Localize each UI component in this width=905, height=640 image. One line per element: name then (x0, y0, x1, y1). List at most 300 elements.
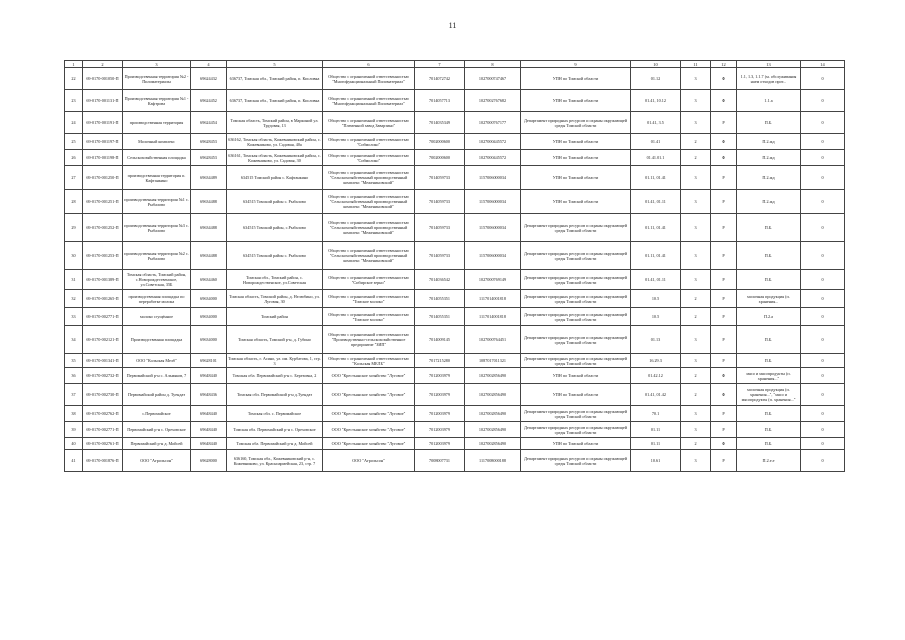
table-cell: 69-0170-001265-П (83, 290, 123, 308)
table-cell: УПН по Томской области (521, 190, 631, 214)
table-cell: производственная территория п. Кафтанкино (123, 166, 191, 190)
table-cell: 1117014001818 (465, 308, 521, 326)
column-header: 10 (631, 61, 681, 68)
table-row (65, 438, 845, 450)
table-cell: Общество с ограниченной ответственностью "Племенной завод Заварзино" (323, 112, 415, 134)
table-cell: 0 (801, 308, 845, 326)
table-cell: 634515 Томский район с. Кафтанкино (227, 166, 323, 190)
table-cell: 636160, Томская обл., Кожевниковский р-н, с. Кожевниково, ул. Красноармейская, 23, стр. 7 (227, 450, 323, 472)
table-cell: 7014036542 (415, 270, 465, 290)
table-cell: Молочный комплекс (123, 134, 191, 150)
table-cell: 1027000764451 (465, 326, 521, 354)
table-cell: 1087017011321 (465, 354, 521, 368)
table-cell: 1.1.а (737, 90, 801, 112)
table-cell: 1027000747467 (465, 68, 521, 90)
table-cell: Департамент природных ресурсов и охраны окружающей среды Томской области (521, 450, 631, 472)
table-cell: производственная площадка по переработке молока (123, 290, 191, 308)
table-cell: 0 (801, 112, 845, 134)
table-cell: УПН по Томской области (521, 384, 631, 406)
table-cell: 3 (681, 326, 711, 354)
table-cell: 69-0170-001191-П (83, 112, 123, 134)
table-row (65, 134, 845, 150)
table-cell: УПН по Томской области (521, 438, 631, 450)
table-cell: 1157006000034 (465, 190, 521, 214)
table-cell: Ф (711, 150, 737, 166)
table-cell: 3 (681, 166, 711, 190)
table-cell: ООО "Крестьянское хозяйство "Луговое" (323, 406, 415, 422)
table-cell: 69-0170-002771-П (83, 422, 123, 438)
table-cell: 69-0170-002762-П (83, 406, 123, 422)
table-cell: Общество с ограниченной ответственностью "Многофункциональный Пиломатериал" (323, 68, 415, 90)
table-cell: 01.11, 01.41 (631, 242, 681, 270)
table-cell: 7017215280 (415, 354, 465, 368)
table-row (65, 450, 845, 472)
table-cell: П.2.жд (737, 166, 801, 190)
column-header: 4 (191, 61, 227, 68)
table-cell: П.2.а (737, 308, 801, 326)
table-cell: 69628000 (191, 450, 227, 472)
table-cell: Департамент природных ресурсов и охраны окружающей среды Томской области (521, 354, 631, 368)
page-number: 11 (448, 21, 457, 30)
table-cell: П.Б. (737, 438, 801, 450)
table-cell: 69648440 (191, 422, 227, 438)
table-cell: 0 (801, 354, 845, 368)
table-cell: 36 (65, 368, 83, 384)
table-cell: 3 (681, 242, 711, 270)
table-cell: 7014055351 (415, 290, 465, 308)
table-body (65, 68, 845, 472)
table-cell: 69648440 (191, 406, 227, 422)
table-row (65, 90, 845, 112)
table-cell: 01.11, 01.41 (631, 166, 681, 190)
table-cell: 0 (801, 290, 845, 308)
table-cell: 0 (801, 450, 845, 472)
table-row (65, 290, 845, 308)
table-cell: 69648440 (191, 438, 227, 450)
table-cell: П.Б. (737, 270, 801, 290)
table-cell: Общество с ограниченной ответственностью "Сельскохозяйственный производственный комплекс "Межениновский" (323, 190, 415, 214)
table-cell: 01.11 (631, 438, 681, 450)
table-cell: П.2.е.е (737, 450, 801, 472)
table-cell: 69-0170-001197-П (83, 134, 123, 150)
table-cell: 0 (801, 242, 845, 270)
table-cell: 636737, Томская обл., Томский район, п. Кисловка (227, 90, 323, 112)
table-cell: Производственная территория №1 - Кафтрова (123, 90, 191, 112)
table-cell: 25 (65, 134, 83, 150)
table-cell: 7014072742 (415, 68, 465, 90)
table-cell: 38 (65, 406, 83, 422)
table-cell: 634515 Томский район с. Рыбалово (227, 190, 323, 214)
table-cell: Томская обл. Первомайский р-н д. Мойсей (227, 438, 323, 450)
table-cell: П.2.жд (737, 150, 801, 166)
table-cell: Р (711, 214, 737, 242)
table-cell: 33 (65, 308, 83, 326)
table-cell: 0 (801, 90, 845, 112)
table-cell: 0 (801, 368, 845, 384)
table-cell: 1027000767177 (465, 112, 521, 134)
table-cell: 3 (681, 450, 711, 472)
table-cell: Томская обл. Первомайский р-н д.Туендат (227, 384, 323, 406)
table-cell: 29 (65, 214, 83, 242)
table-cell: 1027002856490 (465, 438, 521, 450)
table-cell: Департамент природных ресурсов и охраны окружающей среды Томской области (521, 270, 631, 290)
table-cell: 69-0170-001131-П (83, 90, 123, 112)
table-cell: Ф (711, 368, 737, 384)
table-cell: 2 (681, 134, 711, 150)
table-cell: 30 (65, 242, 83, 270)
table-cell: Производственная площадка (123, 326, 191, 354)
table-cell: 2 (681, 150, 711, 166)
table-cell: 69624452 (191, 90, 227, 112)
table-cell: 40 (65, 438, 83, 450)
table-cell: Р (711, 112, 737, 134)
table-cell: 01.41, 01.11 (631, 270, 681, 290)
table-cell: 1.1, 1.3, 1.1.7 (м. обслуживания наем отходов прот... (737, 68, 801, 90)
table-cell: П.Б. (737, 242, 801, 270)
table-cell: 3 (681, 112, 711, 134)
column-header: 11 (681, 61, 711, 68)
table-cell: 7002000600 (415, 134, 465, 150)
table-cell: 69624454 (191, 112, 227, 134)
table-cell: 69-0170-001876-П (83, 450, 123, 472)
header-row (65, 61, 845, 68)
column-header: 8 (465, 61, 521, 68)
table-cell: Департамент природных ресурсов и охраны окружающей среды Томской области (521, 112, 631, 134)
table-cell: Томская область, Томский район, с.Новорождественское, ул.Советская, 35Б (123, 270, 191, 290)
table-cell: 1027000445572 (465, 134, 521, 150)
table-cell: 7014057713 (415, 90, 465, 112)
table-cell: Первомайский р-н с. Альмяков, 7 (123, 368, 191, 384)
table-cell: 69-0170-001198-П (83, 150, 123, 166)
table-cell: П.Б. (737, 406, 801, 422)
table-cell: П.Б. (737, 112, 801, 134)
table-cell: 69-0170-002761-П (83, 438, 123, 450)
table-cell: 1157006000034 (465, 166, 521, 190)
table-cell: мясо и мясопродукты (п. хранения..." (737, 368, 801, 384)
table-cell: Ф (711, 438, 737, 450)
table-row (65, 214, 845, 242)
table-cell: 0 (801, 326, 845, 354)
table-cell: 10.5 (631, 308, 681, 326)
table-cell: 01.13 (631, 326, 681, 354)
table-cell: 0 (801, 134, 845, 150)
table-cell: 10.5 (631, 290, 681, 308)
table-cell: 3 (681, 190, 711, 214)
table-cell: молочная продукция (п. хранения... (737, 290, 801, 308)
table-cell: 0 (801, 384, 845, 406)
table-cell: 636737, Томская обл., Томский район, п. Кисловка (227, 68, 323, 90)
table-cell: производственная территория (123, 112, 191, 134)
table-cell: 0 (801, 68, 845, 90)
table-cell: 70.1 (631, 406, 681, 422)
table-row (65, 354, 845, 368)
table-row (65, 150, 845, 166)
table-cell: 7014009145 (415, 326, 465, 354)
table-cell: Томская обл. с. Первомайское (227, 406, 323, 422)
table-cell: 69628101 (191, 354, 227, 368)
table-cell: 7012003979 (415, 422, 465, 438)
table-cell: Производственная территория №2 - Пиломатериалы (123, 68, 191, 90)
table-cell: 3 (681, 270, 711, 290)
column-header: 9 (521, 61, 631, 68)
table-cell: 1027002856490 (465, 406, 521, 422)
table-cell: 69-0170-002771-П (83, 308, 123, 326)
table-row (65, 384, 845, 406)
table-cell: 1027002856490 (465, 368, 521, 384)
table-cell: 26 (65, 150, 83, 166)
table-cell: Р (711, 190, 737, 214)
table-cell: П.2.жд (737, 134, 801, 150)
table-cell: 37 (65, 384, 83, 406)
table-cell: Р (711, 290, 737, 308)
table-cell: 0 (801, 150, 845, 166)
table-cell: 636161, Томская область, Кожевниковский район, с. Кожевниково, ул. Садовая, 30 (227, 150, 323, 166)
table-cell: производственная территория №2 с. Рыбалово (123, 242, 191, 270)
table-cell: 0 (801, 190, 845, 214)
table-cell: 634515 Томский район с. Рыбалово (227, 242, 323, 270)
table-cell: Томская область, Томский район, в Маркиной ул. Трудовая, 13 (227, 112, 323, 134)
table-row (65, 308, 845, 326)
table-row (65, 406, 845, 422)
table-cell: Томская область, г. Асино, ул. им. Курбатова, 1, стр. 3 (228, 355, 321, 366)
table-cell: 31 (65, 270, 83, 290)
table-cell: ООО "Крестьянское хозяйство "Луговое" (323, 368, 415, 384)
table-cell: производственная территория №3 с. Рыбалово (123, 214, 191, 242)
table-cell: 7014055351 (415, 308, 465, 326)
table-cell: 7014035349 (415, 112, 465, 134)
table-cell: 01.12 (631, 68, 681, 90)
table-row (65, 422, 845, 438)
table-cell: 7012003979 (415, 384, 465, 406)
table-cell: П.Б. (737, 354, 801, 368)
table-cell: Ф (711, 68, 737, 90)
table-cell: 01.42.12 (631, 368, 681, 384)
table-cell: Первомайский район д. Туендат (123, 384, 191, 406)
table-cell: 22 (65, 68, 83, 90)
table-cell: УПН по Томской области (521, 150, 631, 166)
table-cell: 69634488 (191, 242, 227, 270)
table-cell: УПН по Томской области (521, 90, 631, 112)
table-row (65, 112, 845, 134)
table-cell: 69-0170-001250-П (83, 166, 123, 190)
table-cell: ООО "Крестьянское хозяйство "Луговое" (323, 438, 415, 450)
table-cell: Р (711, 326, 737, 354)
table-cell: ООО "Агрольсон" (123, 450, 191, 472)
table-cell: 7014059733 (415, 166, 465, 190)
table-cell: 7012003979 (415, 368, 465, 384)
table-cell: УПН по Томской области (521, 368, 631, 384)
table-cell: 69648440 (191, 368, 227, 384)
column-header: 2 (83, 61, 123, 68)
table-cell: 7014059733 (415, 242, 465, 270)
table-cell: 34 (65, 326, 83, 354)
table-cell: 634515 Томский район, с.Рыбалово (227, 214, 323, 242)
table-cell: ООО "Крестьянское хозяйство "Луговое" (323, 384, 415, 406)
table-cell: 2 (681, 368, 711, 384)
table-cell: 27 (65, 166, 83, 190)
table-cell: 0 (801, 406, 845, 422)
table-cell: 01.41, 10.12 (631, 90, 681, 112)
table-cell: ООО "Агрольсон" (323, 450, 415, 472)
table-cell: 3 (681, 68, 711, 90)
table-cell: Первомайский р-н д. Мойсей (123, 438, 191, 450)
table-cell: 01.41.01.1 (631, 150, 681, 166)
table-cell: УПН по Томской области (521, 68, 631, 90)
table-cell: Департамент природных ресурсов и охраны окружающей среды Томской области (521, 422, 631, 438)
table-cell: Р (711, 242, 737, 270)
table-cell: Общество с ограниченной ответственностью "Сибмолоко" (323, 150, 415, 166)
table-cell: молочная продукция (п. хранения...", "мясо и мясопродукты (п. хранения..." (737, 384, 801, 406)
table-cell: 01.41 (631, 134, 681, 150)
column-header: 1 (65, 61, 83, 68)
table-cell: Департамент природных ресурсов и охраны окружающей среды Томской области (521, 214, 631, 242)
registry-table (64, 60, 845, 472)
table-cell: 24 (65, 112, 83, 134)
table-cell: Томская обл., Томский район, с. Новорождественское, ул.Советская (227, 270, 323, 290)
table-cell: 636162, Томская область, Кожевниковский район, с. Кожевниково, ул. Садовая, 40а (227, 134, 323, 150)
table-cell: 1027002856490 (465, 422, 521, 438)
table-cell: 1027000445572 (465, 150, 521, 166)
table-cell: Общество с ограниченной ответственностью "Сельскохозяйственный производственный комплекс "Межениновский" (323, 214, 415, 242)
table-cell: 3 (681, 214, 711, 242)
table-cell: УПН по Томской области (521, 134, 631, 150)
table-cell: 69634000 (191, 308, 227, 326)
table-cell: 69-0170-001341-П (83, 354, 123, 368)
table-cell: Первомайский р-н с. Ореховское (123, 422, 191, 438)
table-cell: 32 (65, 290, 83, 308)
table-cell: ООО "Крестьянское хозяйство "Луговое" (323, 422, 415, 438)
table-cell: производственная территория №1 с. Рыбалово (123, 190, 191, 214)
table-cell: Р (711, 354, 737, 368)
table-cell: 69634000 (191, 326, 227, 354)
table-cell: Общество с ограниченной ответственностью "Сельскохозяйственный производственный комплекс "Межениновский" (323, 166, 415, 190)
table-cell: 1027002856490 (465, 384, 521, 406)
table-cell: ООО "Кольская Мелб" (123, 354, 191, 368)
table-cell: Томская обл. Первомайский р-н с. Ореховское (227, 422, 323, 438)
table-cell: Департамент природных ресурсов и охраны окружающей среды Томской области (521, 290, 631, 308)
table-cell: Общество с ограниченной ответственностью "Производственно-сельскохозяйственное предприятие "ЗИП" (323, 326, 415, 354)
table-cell: 01.41, 3.5 (631, 112, 681, 134)
table-cell: Ф (711, 384, 737, 406)
table-cell: 69634488 (191, 190, 227, 214)
table-cell: 69634489 (191, 166, 227, 190)
table-cell: 69624432 (191, 68, 227, 90)
table-cell: П.Б. (737, 214, 801, 242)
table-cell: Ф (711, 90, 737, 112)
table-cell: Томский район (227, 308, 323, 326)
table-cell: Департамент природных ресурсов и охраны окружающей среды Томской области (521, 406, 631, 422)
table-cell: 1157006000034 (465, 242, 521, 270)
table-cell: 35 (65, 354, 83, 368)
column-header: 7 (415, 61, 465, 68)
table-cell: с.Первомайское (123, 406, 191, 422)
table-cell: Р (711, 270, 737, 290)
table-cell: 23 (65, 90, 83, 112)
table-cell: П.Б. (737, 326, 801, 354)
table-cell: 69634488 (191, 214, 227, 242)
table-cell: 1157006000034 (465, 214, 521, 242)
table-cell: 69-0170-001252-П (83, 214, 123, 242)
table-cell: Ф (711, 134, 737, 150)
table-cell: 3 (681, 354, 711, 368)
table-cell: Р (711, 406, 737, 422)
table-cell: 3 (681, 422, 711, 438)
table-cell: 69628453 (191, 134, 227, 150)
table-cell: 0 (801, 270, 845, 290)
table-row (65, 166, 845, 190)
column-header: 12 (711, 61, 737, 68)
column-header: 14 (801, 61, 845, 68)
column-header: 3 (123, 61, 191, 68)
table-cell: Томская область, Томский р-н, д. Губино (227, 326, 323, 354)
table-cell: 1027000769149 (465, 270, 521, 290)
column-header: 6 (323, 61, 415, 68)
table-cell: 0 (801, 166, 845, 190)
table-cell: 69634460 (191, 270, 227, 290)
table-cell: Томская обл. Первомайский р-н с. Березовка, 2 (227, 368, 323, 384)
table-cell: 41 (65, 450, 83, 472)
table-cell: 2 (681, 384, 711, 406)
table-cell: П.2.жд (737, 190, 801, 214)
table-cell: 1117014001818 (465, 290, 521, 308)
table-cell: 2 (681, 438, 711, 450)
column-header: 13 (737, 61, 801, 68)
table-cell: 1117008000188 (465, 450, 521, 472)
column-header: 5 (227, 61, 323, 68)
table-cell: 01.11, 01.41 (631, 214, 681, 242)
table-cell: 69634000 (191, 290, 227, 308)
table-cell: 3 (681, 90, 711, 112)
table-cell: 39 (65, 422, 83, 438)
table-cell: УПН по Томской области (521, 166, 631, 190)
table-cell: 28 (65, 190, 83, 214)
table-cell: Департамент природных ресурсов и охраны окружающей среды Томской области (521, 308, 631, 326)
table-cell: 69-0170-001050-П (83, 68, 123, 90)
table-cell: 7012003979 (415, 406, 465, 422)
table-cell: Общество с ограниченной ответственностью "Сибмолоко" (323, 134, 415, 150)
table-cell: Департамент природных ресурсов и охраны окружающей среды Томской области (521, 242, 631, 270)
table-cell: Общество с ограниченной ответственностью "Кольская МЕЛБ" (323, 354, 415, 368)
table-cell: 10.61 (631, 450, 681, 472)
table-cell: 7008007731 (415, 450, 465, 472)
table-row (65, 190, 845, 214)
table-cell: 69-0170-001253-П (83, 242, 123, 270)
table-cell: Общество с ограниченной ответственностью "Многофункциональный Пиломатериал" (323, 90, 415, 112)
table-cell: 7014059733 (415, 214, 465, 242)
table-cell: молоко сгущённое (123, 308, 191, 326)
table-cell: 0 (801, 438, 845, 450)
table-cell: 0 (801, 422, 845, 438)
table-cell: 7012003979 (415, 438, 465, 450)
table-cell: Сельскохозяйственная площадка (123, 150, 191, 166)
table-cell: 69-0170-002121-П (83, 326, 123, 354)
table-cell: 16.29.3 (631, 354, 681, 368)
table-cell: 69-0170-002732-П (83, 368, 123, 384)
table-cell: Департамент природных ресурсов и охраны окружающей среды Томской области (521, 326, 631, 354)
table-cell: Общество с ограниченной ответственностью "Сибирское зерно" (323, 270, 415, 290)
table-cell: Общество с ограниченной ответственностью "Томское молоко" (323, 290, 415, 308)
table-cell: Р (711, 450, 737, 472)
table-row (65, 270, 845, 290)
table-cell: 0 (801, 214, 845, 242)
table-cell: Р (711, 166, 737, 190)
table-cell: Томская область, Томский район, д. Нелюбино, ул. Луговая, 30 (227, 290, 323, 308)
table-cell: 7002000600 (415, 150, 465, 166)
table-cell: Общество с ограниченной ответственностью "Сельскохозяйственный производственный комплекс "Межениновский" (323, 242, 415, 270)
table-cell: Общество с ограниченной ответственностью "Томское молоко" (323, 308, 415, 326)
table-cell: 2 (681, 308, 711, 326)
table-cell: 69628453 (191, 150, 227, 166)
